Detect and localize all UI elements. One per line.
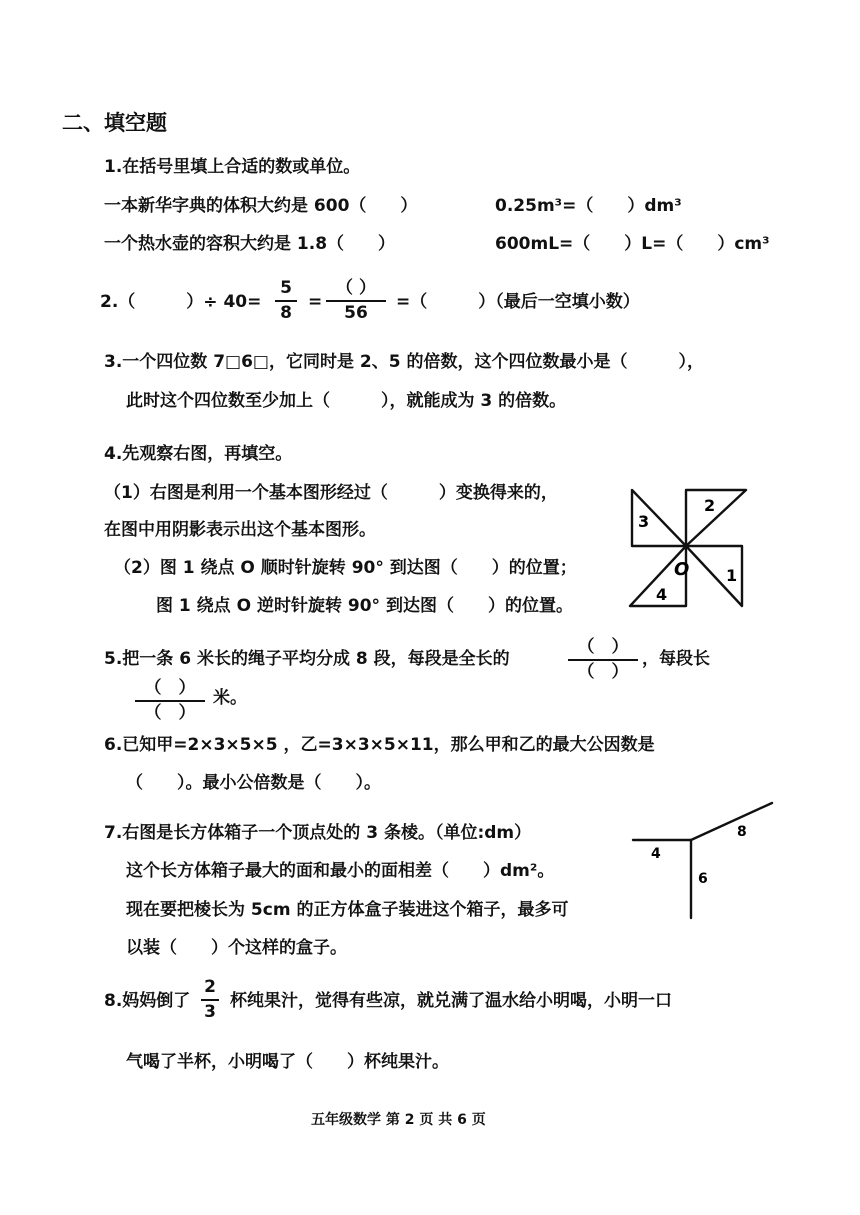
q1-line1-right: 0.25m³=（ ）dm³	[495, 196, 682, 216]
fraction-bar	[275, 300, 297, 302]
edge-8	[691, 803, 772, 840]
edge-label-6: 6	[698, 871, 708, 887]
q2-fraction-2-numerator: （ ）	[336, 278, 376, 298]
q4-part2-line1: （2）图 1 绕点 O 顺时针旋转 90° 到达图（ ）的位置；	[114, 558, 577, 578]
label-o: O	[674, 559, 690, 580]
q5-fraction-1-denominator: （ ）	[577, 662, 629, 682]
q7-line2: 这个长方体箱子最大的面和最小的面相差（ ）dm²。	[126, 861, 555, 881]
q5-fraction-1-numerator: （ ）	[577, 637, 629, 657]
q3-line1: 3.一个四位数 7□6□，它同时是 2、5 的倍数，这个四位数最小是（ ），	[104, 352, 704, 372]
fraction-bar	[201, 999, 219, 1001]
q2-fraction-1	[275, 280, 297, 322]
q5-text-a: 5.把一条 6 米长的绳子平均分成 8 段，每段是全长的	[104, 649, 510, 669]
edge-label-4: 4	[651, 846, 661, 862]
q2-text-b: =（ ）（最后一空填小数）	[396, 292, 640, 312]
q4-part2-line2: 图 1 绕点 O 逆时针旋转 90° 到达图（ ）的位置。	[156, 596, 573, 616]
triangle-2	[686, 490, 746, 546]
q5-fraction-2-denominator: （ ）	[144, 703, 196, 723]
q8-text-a: 8.妈妈倒了	[104, 991, 191, 1011]
fraction-bar	[135, 700, 205, 702]
q4-part1-line2: 在图中用阴影表示出这个基本图形。	[104, 520, 376, 540]
q6-line1: 6.已知甲=2×3×5×5 ，乙=3×3×5×11，那么甲和乙的最大公因数是	[104, 735, 655, 755]
q5-text-b: ，每段长	[642, 649, 710, 669]
q2-equals: =	[308, 292, 323, 312]
label-1: 1	[726, 566, 738, 585]
q5-fraction-2	[135, 680, 205, 722]
label-2: 2	[704, 496, 716, 515]
q8-fraction-denominator: 3	[204, 1002, 216, 1022]
q8-fraction-numerator: 2	[204, 977, 216, 997]
q3-line2: 此时这个四位数至少加上（ ），就能成为 3 的倍数。	[126, 391, 567, 411]
q2-fraction-2-denominator: 56	[344, 303, 368, 323]
q1-stem: 1.在括号里填上合适的数或单位。	[104, 157, 361, 177]
q7-line1: 7.右图是长方体箱子一个顶点处的 3 条棱。（单位:dm）	[104, 823, 532, 843]
q5-fraction-1	[568, 639, 638, 681]
q8-fraction	[201, 979, 219, 1021]
q2-fraction-1-denominator: 8	[280, 303, 292, 323]
q6-line2: （ ）。最小公倍数是（ ）。	[126, 773, 381, 793]
q4-stem: 4.先观察右图，再填空。	[104, 444, 293, 464]
pinwheel-figure	[620, 480, 760, 620]
page-footer: 五年级数学 第 2 页 共 6 页	[311, 1112, 486, 1128]
fraction-bar	[326, 300, 386, 302]
q7-line4: 以装（ ）个这样的盒子。	[126, 938, 347, 958]
q5-fraction-2-numerator: （ ）	[144, 678, 196, 698]
q1-line1-left: 一本新华字典的体积大约是 600（ ）	[104, 196, 418, 216]
section-title: 二、填空题	[62, 111, 167, 135]
q4-part1-line1: （1）右图是利用一个基本图形经过（ ）变换得来的，	[104, 483, 558, 503]
q2-fraction-1-numerator: 5	[280, 278, 292, 298]
q1-line2-left: 一个热水壶的容积大约是 1.8（ ）	[104, 234, 396, 254]
q8-text-b: 杯纯果汁，觉得有些凉，就兑满了温水给小明喝，小明一口	[230, 991, 672, 1011]
q5-text-c: 米。	[213, 688, 247, 708]
q7-line3: 现在要把棱长为 5cm 的正方体盒子装进这个箱子，最多可	[126, 900, 569, 920]
q1-line2-right: 600mL=（ ）L=（ ）cm³	[495, 234, 770, 254]
label-4: 4	[656, 585, 668, 604]
cuboid-edges-figure	[625, 795, 780, 925]
fraction-bar	[568, 659, 638, 661]
q2-fraction-2	[326, 280, 386, 322]
q8-line2: 气喝了半杯，小明喝了（ ）杯纯果汁。	[126, 1052, 449, 1072]
q2-text-a: 2.（ ）÷ 40=	[100, 292, 262, 312]
label-3: 3	[638, 512, 650, 531]
edge-label-8: 8	[737, 824, 747, 840]
